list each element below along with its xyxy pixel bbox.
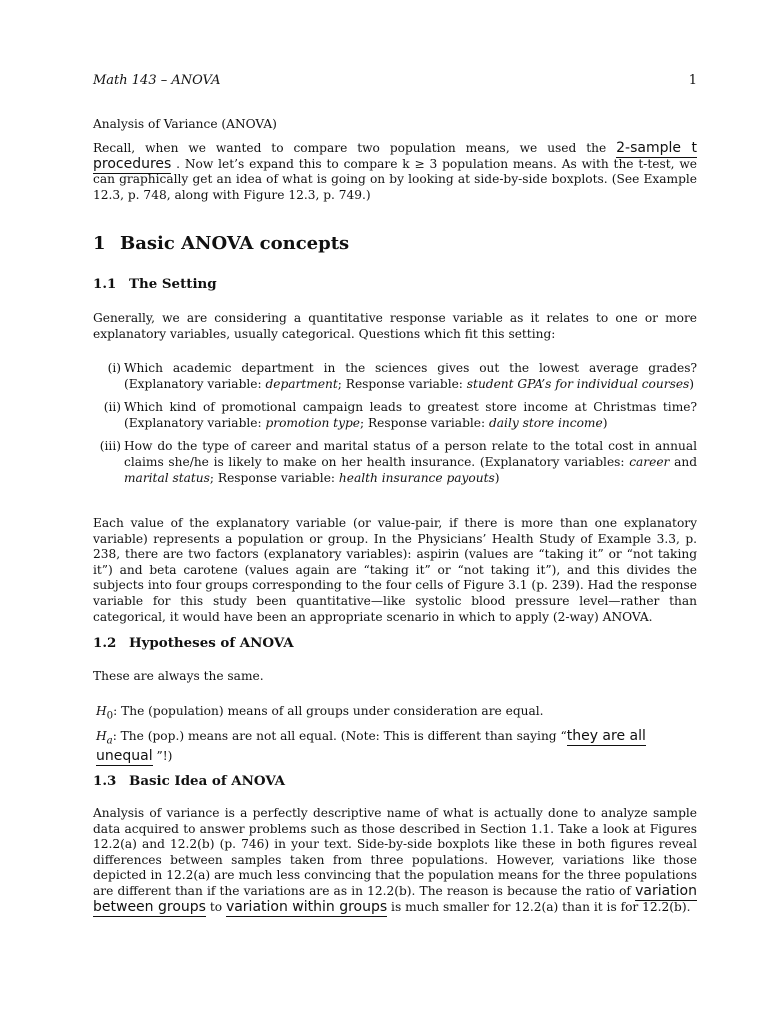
running-header [93, 73, 697, 88]
null-hypothesis: $H_0$: The (population) means of all groups under consideration are equal. [96, 704, 544, 722]
list-item: (i) Which academic department in the sciences gives out the lowest average grades? (Explanatory variable: department; Response variable: student GPA’s for individual courses) [107, 361, 697, 391]
handwritten-note: variation between groups [93, 882, 697, 915]
question-list [93, 361, 697, 486]
intro-paragraph: Recall, when we wanted to compare two population means, we used the 2-sample t procedures . Now let’s expand this to compare k ≥ 3 population means. As with the t-test, we can graphically get an idea of what is going on by looking at side-by-side boxplots. (See Example 12.3, p. 748, along with Figure 12.3, p. 749.) [93, 140, 697, 202]
handwritten-note: variation within groups [225, 898, 388, 915]
setting-paragraph: Generally, we are considering a quantitative response variable as it relates to one or more explanatory variables, usually categorical. Questions which fit this setting: [93, 311, 697, 341]
basic-idea-paragraph: Analysis of variance is a perfectly descriptive name of what is actually done to analyze sample data acquired to answer problems such as those described in Section 1.1. Take a look at Figures 12.2(a) and 12.2(b) (p. 746) in your text. Side-by-side boxplots like these in both figures reveal differences between samples taken from three populations. However, variations like those depicted in 12.2(a) are much less convincing that the population means for the three populations are different than if the variations are as in 12.2(b). The reason is because the ratio of variation between groups to variation within groups is much smaller for 12.2(a) than it is for 12.2(b). [93, 806, 697, 915]
handwritten-note: 2-sample t procedures [93, 140, 697, 172]
hypotheses-intro: These are always the same. [93, 669, 264, 683]
page-number: 1 [688, 73, 697, 88]
subsection-heading-setting: 1.1 The Setting [93, 276, 217, 292]
list-item: (ii) Which kind of promotional campaign leads to greatest store income at Christmas time? (Explanatory variable: promotion type; Response variable: daily store income) [103, 400, 697, 430]
handwritten-note: they are all unequal [96, 728, 646, 765]
running-title: Math 143 – ANOVA [93, 73, 221, 88]
groups-paragraph: Each value of the explanatory variable (or value-pair, if there is more than one explanatory variable) represents a population or group. In the Physicians’ Health Study of Example 3.3, p. 238, there are two factors (explanatory variables): aspirin (values are “taking it” or “not taking it”) and beta carotene (values again are “taking it” or “not taking it”), and this divides the subjects into four groups corresponding to the four cells of Figure 3.1 (p. 239). Had the response variable for this study been quantitative—like systolic blood pressure level—rather than categorical, it would have been an appropriate scenario in which to apply (2-way) ANOVA. [93, 516, 697, 624]
alternative-hypothesis: $H_a$: The (pop.) means are not all equal. (Note: This is different than saying “they are all unequal ”!) [96, 728, 646, 765]
section-heading: 1 Basic ANOVA concepts [93, 233, 350, 254]
intro-heading: Analysis of Variance (ANOVA) [93, 117, 277, 131]
subsection-heading-hypotheses: 1.2 Hypotheses of ANOVA [93, 635, 294, 651]
subsection-heading-basic-idea: 1.3 Basic Idea of ANOVA [93, 773, 286, 789]
list-item: (iii) How do the type of career and marital status of a person relate to the total cost in annual claims she/he is likely to make on her health insurance. (Explanatory variables: career and marital status; Response variable: health insurance payouts) [99, 439, 698, 485]
